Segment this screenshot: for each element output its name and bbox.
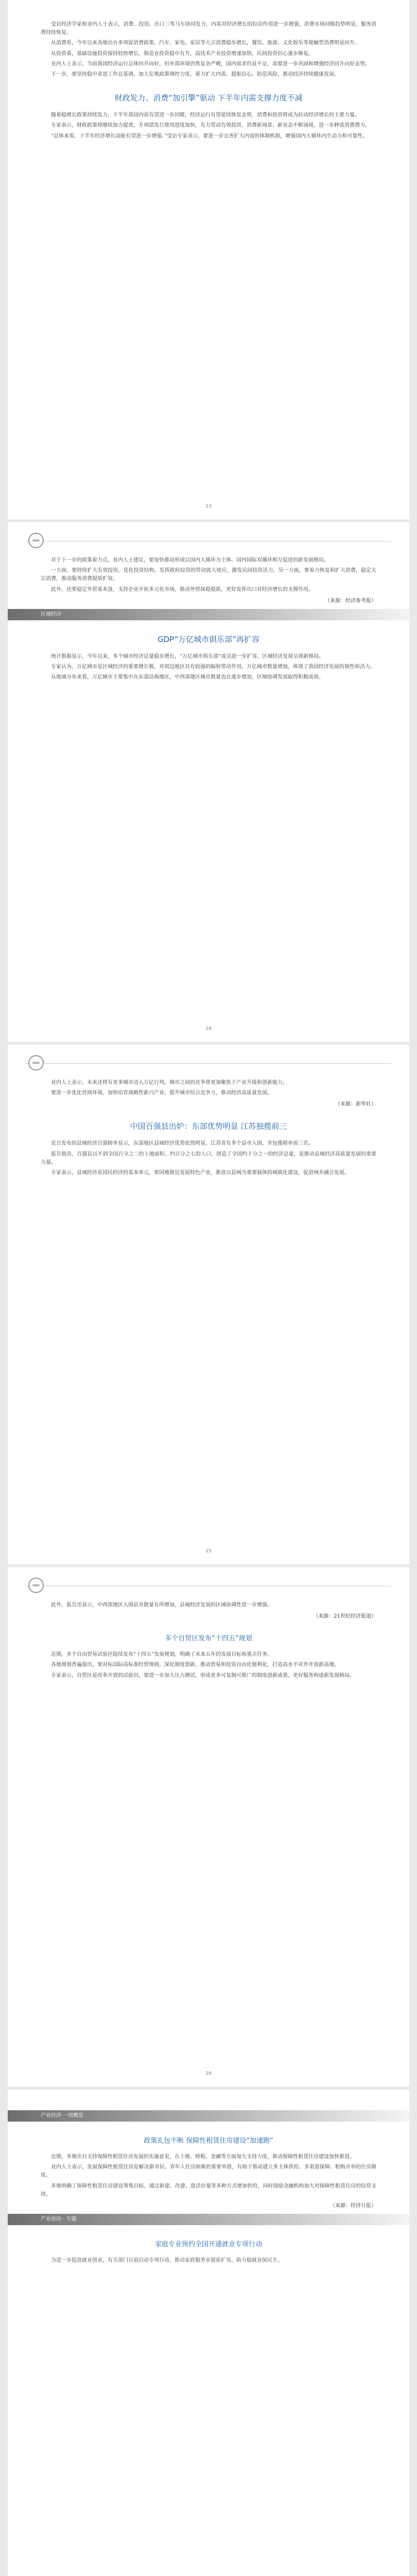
- article-title: 政策礼包不断 保障性租赁住房建设“加速跑”: [144, 2137, 273, 2145]
- article-title: 财政发力、消费“加引擎”驱动 下半年内需支撑力度不减: [114, 93, 303, 103]
- paragraph: 近期，多地出台支持保障性租赁住房发展的实施意见，在土地、财税、金融等方面加大支持力度，推动保障性租赁住房建设加快推进。: [51, 2154, 355, 2160]
- section-bar: 产业经济·一周概览: [8, 2110, 409, 2122]
- paragraph: 此外，报告还显示，中西部地区入围县市数量有所增加，县域经济发展的区域协调性进一步增强。: [51, 1602, 272, 1608]
- paragraph: 统计数据显示，今年以来，多个城市经济总量稳步增长，“万亿城市俱乐部”成员进一步扩容，区域经济发展呈现新格局。: [51, 653, 324, 659]
- page-number: 16: [205, 2071, 212, 2076]
- logo-icon: [28, 533, 44, 548]
- paragraph: 专家表示，财政政策将继续加力提效，专项债发行使用进度加快，有力带动有效投资，消费新场景、新业态不断涌现，进一步释放消费潜力。: [51, 123, 370, 129]
- page-17: [8, 2090, 409, 2576]
- page-number: 13: [205, 504, 212, 509]
- paragraph: 一方面，要持续扩大有效投资，优化投资结构，发挥政府投资的带动放大效应，激发民间投资活力。另一方面，要着力恢复和扩大消费，稳定大宗消费，推动服务消费提质扩容。: [41, 568, 376, 582]
- paragraph: 报告指出，百强县以不到全国百分之二的土地面积、约百分之七的人口，创造了全国约十分之一的经济总量，是推动县域经济高质量发展的重要力量。: [41, 1151, 376, 1165]
- article-source: （来源：21世纪经济报道）: [313, 1614, 376, 1620]
- paragraph: “总体来看，下半年经济增长动能有望进一步增强。”受访专家表示，要进一步完善扩大内需的体制机制，增强国内大循环内生动力和可靠性。: [51, 133, 368, 139]
- article-title: 多个自贸区发布“十四五”规划: [165, 1635, 252, 1643]
- article-source: （来源：新华社）: [335, 1101, 376, 1108]
- article-brief: 为进一步促进就业创业，有关部门日前启动专项行动，推动家政服务业提质扩容，助力稳就业保民生。: [51, 2257, 283, 2263]
- page-15: [8, 1045, 409, 1564]
- paragraph: 从投资看，基础设施投资保持较快增长，制造业投资稳中有升，高技术产业投资增速加快，民间投资信心逐步修复。: [51, 50, 314, 57]
- paragraph: 专家表示，自贸区是改革开放的试验田，要进一步加大压力测试，形成更多可复制可推广的制度创新成果，更好服务构建新发展格局。: [51, 1672, 355, 1679]
- article-title: 中国百强县出炉：东部优势明显 江苏独揽前三: [130, 1122, 287, 1131]
- paragraph: 下一步，要坚持稳中求进工作总基调，加大宏观政策调控力度，着力扩大内需、提振信心、防范风险，推动经济持续健康发展。: [51, 71, 339, 77]
- paragraph: 各地规划普遍提出，要对标国际高标准经贸规则，深化制度创新，推动贸易和投资自由化便利化，打造高水平对外开放新高地。: [51, 1662, 339, 1668]
- page-number: 15: [205, 1549, 212, 1554]
- paragraph: 近期，多个自由贸易试验区陆续发布“十四五”发展规划，明确了未来五年的发展目标和重点任务。: [51, 1652, 273, 1658]
- paragraph: 从消费看，今年以来各地出台多项促消费政策，汽车、家电、家居等大宗消费稳步增长，餐饮、旅游、文化娱乐等接触型消费明显回升。: [51, 40, 360, 46]
- paragraph: 业内人士表示，当前我国经济运行总体回升向好，但外部环境仍然复杂严峻，国内需求仍显不足，需要进一步巩固和增强经济回升向好态势。: [51, 61, 370, 67]
- paragraph: 业内人士表示，未来还将有更多城市迈入万亿行列，城市之间的竞争将更加聚焦于产业升级和创新能力。: [51, 1080, 288, 1086]
- paragraph: 此外，还要稳定外贸基本盘，支持企业开拓多元化市场，推动外贸保稳提质，更好发挥出口对经济增长的支撑作用。: [51, 586, 314, 592]
- paragraph: 多地明确了保障性租赁住房建设筹集目标，通过新建、改建、盘活存量等多种方式增加供给，同时鼓励金融机构加大对保障性租赁住房的信贷支持。: [41, 2183, 376, 2197]
- logo-icon: [28, 1578, 44, 1593]
- paragraph: 近日发布的县域经济百强榜单显示，东部地区县域经济优势依然明显，江苏省有多个县市入围，并包揽榜单前三名。: [51, 1141, 314, 1147]
- article-source: （来源：经济参考报）: [325, 598, 376, 604]
- paragraph: 要进一步优化营商环境，加快培育战略性新兴产业，提升城市综合竞争力，推动经济高质量发展。: [51, 1090, 272, 1096]
- article-source: （来源：经济日报）: [330, 2202, 376, 2209]
- section-bar: 区域经济: [8, 609, 409, 620]
- article-title: GDP“万亿城市俱乐部”再扩容: [157, 634, 260, 644]
- article-title: 家庭专业预约全国开通就业专项行动: [154, 2240, 262, 2248]
- paragraph: 专家认为，万亿城市是区域经济的重要增长极，对周边地区具有较强的辐射带动作用。万亿城市数量增加，体现了我国经济发展的韧性和活力。: [51, 664, 375, 670]
- page-14: [8, 522, 409, 1042]
- header-band: [8, 1054, 409, 1072]
- header-band: [8, 532, 409, 549]
- paragraph: 对于下一步的政策着力点，业内人士建议，要加快推动形成以国内大循环为主体、国内国际双循环相互促进的新发展格局。: [51, 557, 329, 563]
- paragraph: 受访经济学家和业内人士表示，消费、投资、出口三驾马车协同发力，内需对经济增长的拉动作用进一步增强，消费市场回暖趋势明显，服务消费持续恢复。: [41, 22, 376, 36]
- paragraph: 随着稳增长政策持续发力，下半年我国内需有望进一步回暖，经济运行有望延续恢复态势，消费和投资将成为拉动经济增长的主要力量。: [51, 112, 360, 118]
- paragraph: 专家表示，县域经济是国民经济的基本单元，要因地制宜发展特色产业，推进以县城为重要载体的城镇化建设，促进城乡融合发展。: [51, 1170, 350, 1176]
- paragraph: 从地域分布来看，万亿城市主要集中在东部沿海地区，中西部地区城市数量也在逐步增加，区域协调发展取得积极成效。: [51, 674, 324, 681]
- page-16: [8, 1567, 409, 2087]
- logo-icon: [28, 1055, 44, 1071]
- paragraph: 业内人士表示，发展保障性租赁住房是解决新市民、青年人住房困难的重要举措，有助于推动建立多主体供给、多渠道保障、租购并举的住房制度。: [41, 2164, 376, 2179]
- page-13: [8, 0, 409, 519]
- section-bar: 产业前沿 · 专题: [8, 2214, 409, 2225]
- page-number: 14: [205, 1026, 212, 1031]
- header-band: [8, 1577, 409, 1594]
